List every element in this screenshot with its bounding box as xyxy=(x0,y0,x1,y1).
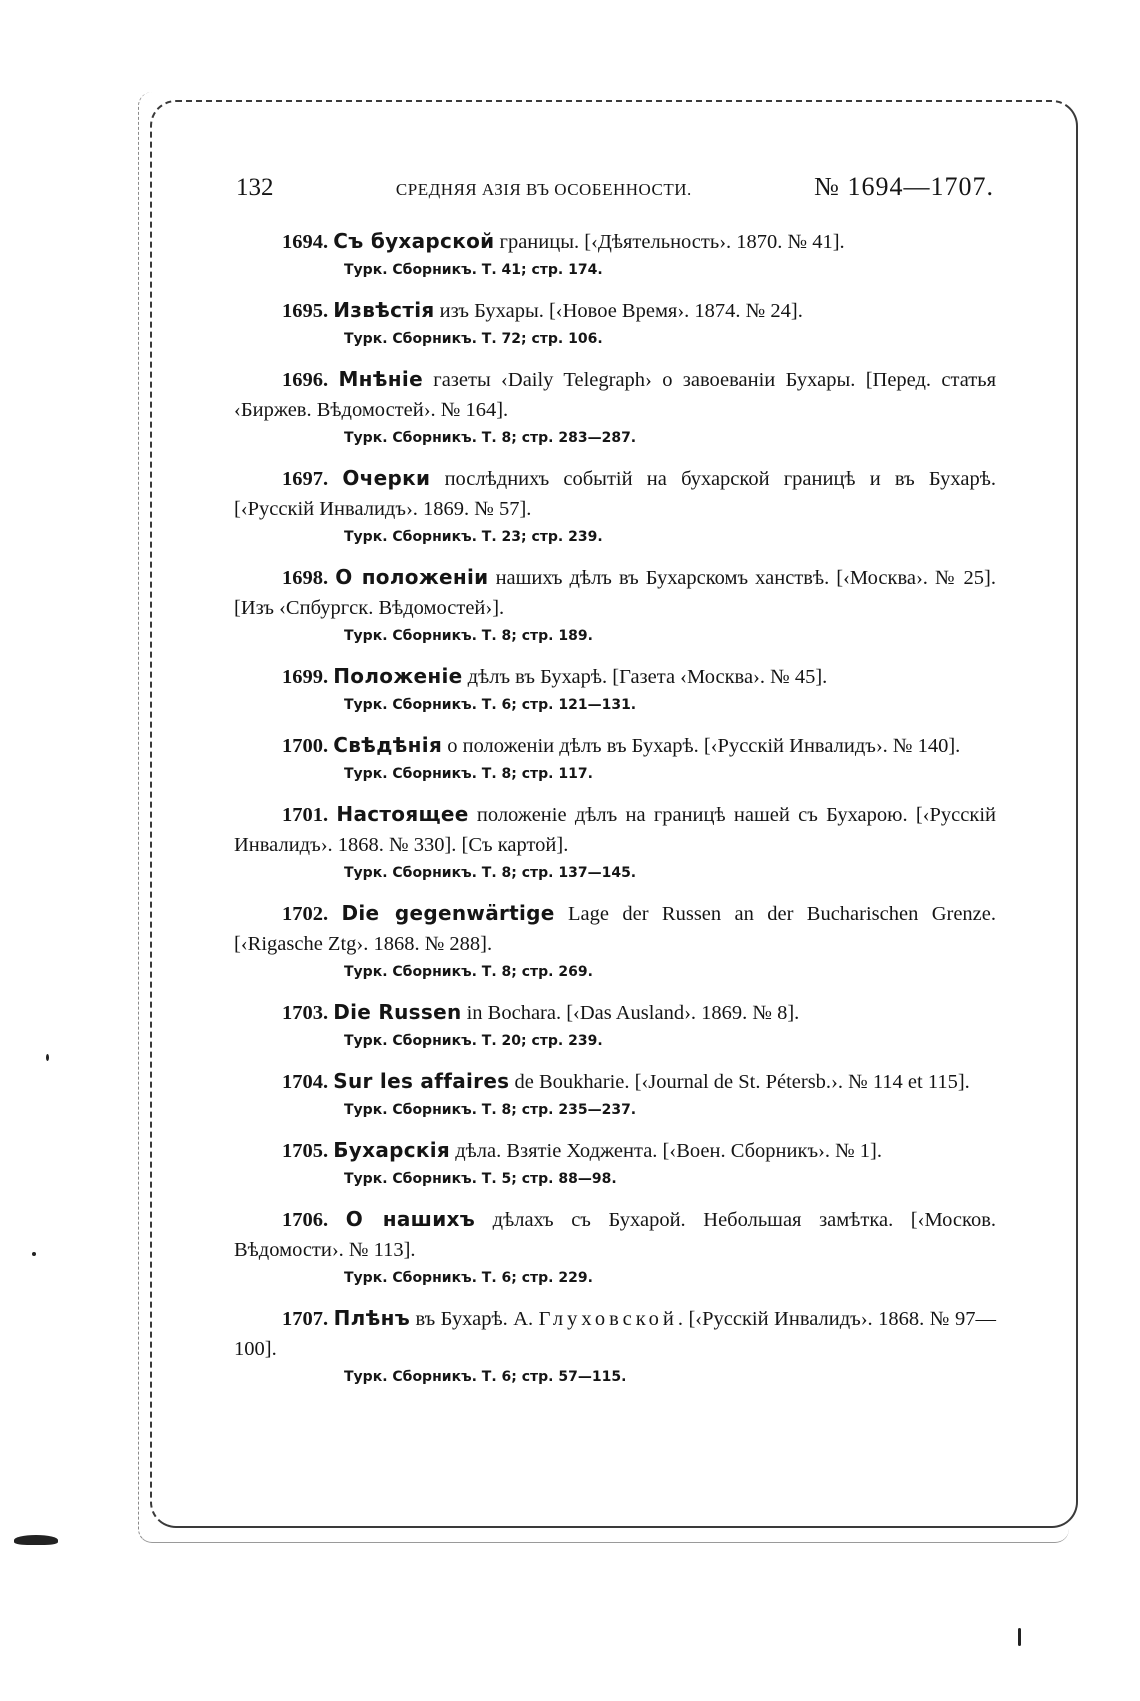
entry-body: нашихъ дѣлъ въ Бухарскомъ ханствѣ. [‹Москва›. № 25]. [Изъ ‹Спбургск. Вѣдомостей›]. xyxy=(234,567,996,619)
entry-source: Турк. Сборникъ. Т. 6; стр. 229. xyxy=(344,1270,593,1286)
entry-text xyxy=(234,730,996,761)
entry-body: дѣла. Взятіе Ходжента. [‹Воен. Сборникъ›. № 1]. xyxy=(450,1140,883,1162)
entry-number: 1705. xyxy=(282,1140,329,1162)
entry-heading: Настоящее xyxy=(336,802,469,826)
entry-text xyxy=(234,997,996,1028)
bibliography-entry xyxy=(234,661,996,716)
entry-heading: Положеніе xyxy=(333,664,463,688)
entry-body: Lage der Russen an der Bucharischen Grenze. [‹Rigasche Ztg›. 1868. № 288]. xyxy=(234,903,997,955)
entry-body: изъ Бухары. [‹Новое Время›. 1874. № 24]. xyxy=(434,300,803,322)
bibliography-entry xyxy=(234,1066,996,1121)
entry-text xyxy=(234,898,996,959)
entry-number: 1702. xyxy=(282,903,329,925)
bibliography-entry xyxy=(234,364,996,449)
bibliography-entry xyxy=(234,799,996,884)
entry-heading: Бухарскія xyxy=(333,1138,451,1162)
entry-number: 1707. xyxy=(282,1308,329,1330)
scan-speck xyxy=(32,1252,36,1256)
entry-text xyxy=(234,226,996,257)
entry-heading: Плѣнъ xyxy=(333,1306,411,1330)
entry-body: . [‹Русскій Инвалидъ›. 1868. № 97—100]. xyxy=(234,1308,997,1360)
entry-heading: Свѣдѣнія xyxy=(333,733,443,757)
bibliography-list xyxy=(234,226,996,1402)
entry-source: Турк. Сборникъ. Т. 6; стр. 121—131. xyxy=(344,697,637,713)
running-title: СРЕДНЯЯ АЗІЯ ВЪ ОСОБЕННОСТИ. xyxy=(395,180,692,199)
bibliography-entry xyxy=(234,730,996,785)
entry-number: 1695. xyxy=(282,300,329,322)
entry-number: 1701. xyxy=(282,804,329,826)
page-header xyxy=(236,172,994,212)
entry-source: Турк. Сборникъ. Т. 8; стр. 117. xyxy=(344,766,593,782)
entry-body: границы. [‹Дѣятельность›. 1870. № 41]. xyxy=(494,231,845,253)
entry-body: послѣднихъ событій на бухарской границѣ и въ Бухарѣ. [‹Русскій Инвалидъ›. 1869. № 57]. xyxy=(234,468,997,520)
entry-text xyxy=(234,1303,996,1364)
entry-source: Турк. Сборникъ. Т. 23; стр. 239. xyxy=(344,529,603,545)
entry-source: Турк. Сборникъ. Т. 8; стр. 283—287. xyxy=(344,430,637,446)
entry-source: Турк. Сборникъ. Т. 8; стр. 269. xyxy=(344,964,593,980)
entry-text xyxy=(234,1204,996,1265)
entry-author: Глуховской xyxy=(538,1308,678,1330)
entry-number: 1706. xyxy=(282,1209,329,1231)
page-number: 132 xyxy=(236,174,274,201)
entry-text xyxy=(234,295,996,326)
entry-text xyxy=(234,661,996,692)
entry-source: Турк. Сборникъ. Т. 5; стр. 88—98. xyxy=(344,1171,617,1187)
scan-speck xyxy=(14,1535,58,1545)
entry-number: 1703. xyxy=(282,1002,329,1024)
bibliography-entry xyxy=(234,295,996,350)
bibliography-entry xyxy=(234,997,996,1052)
entry-source: Турк. Сборникъ. Т. 41; стр. 174. xyxy=(344,262,603,278)
entry-body: de Boukharie. [‹Journal de St. Pétersb.›. № 114 et 115]. xyxy=(509,1071,970,1093)
entry-text xyxy=(234,799,996,860)
entry-text xyxy=(234,1066,996,1097)
entry-source: Турк. Сборникъ. Т. 8; стр. 189. xyxy=(344,628,593,644)
entry-text xyxy=(234,364,996,425)
scan-speck xyxy=(46,1054,49,1061)
entry-heading: Die gegenwärtige xyxy=(341,901,555,925)
scan-speck xyxy=(1018,1628,1021,1646)
entry-number: 1696. xyxy=(282,369,329,391)
entry-range: № 1694—1707. xyxy=(814,172,994,201)
entry-source: Турк. Сборникъ. Т. 8; стр. 235—237. xyxy=(344,1102,637,1118)
entry-text xyxy=(234,463,996,524)
entry-body: въ Бухарѣ. А. xyxy=(410,1308,539,1330)
entry-source: Турк. Сборникъ. Т. 20; стр. 239. xyxy=(344,1033,603,1049)
entry-heading: Очерки xyxy=(342,466,431,490)
entry-body: дѣлахъ съ Бухарой. Небольшая замѣтка. [‹Москов. Вѣдомости›. № 113]. xyxy=(234,1209,996,1261)
entry-body: in Bochara. [‹Das Ausland›. 1869. № 8]. xyxy=(461,1002,800,1024)
entry-number: 1700. xyxy=(282,735,329,757)
bibliography-entry xyxy=(234,226,996,281)
entry-body: газеты ‹Daily Telegraph› о завоеваніи Бухары. [Перед. статья ‹Биржев. Вѣдомостей›. № 164]. xyxy=(234,369,997,421)
entry-heading: Die Russen xyxy=(333,1000,462,1024)
entry-number: 1694. xyxy=(282,231,329,253)
bibliography-entry xyxy=(234,463,996,548)
bibliography-entry xyxy=(234,1135,996,1190)
entry-body: дѣлъ въ Бухарѣ. [Газета ‹Москва›. № 45]. xyxy=(462,666,828,688)
entry-text xyxy=(234,1135,996,1166)
entry-body: о положеніи дѣлъ въ Бухарѣ. [‹Русскій Инвалидъ›. № 140]. xyxy=(442,735,961,757)
bibliography-entry xyxy=(234,1204,996,1289)
entry-heading: О нашихъ xyxy=(345,1207,476,1231)
entry-heading: Извѣстія xyxy=(333,298,435,322)
bibliography-entry xyxy=(234,1303,996,1388)
entry-number: 1697. xyxy=(282,468,329,490)
entry-number: 1704. xyxy=(282,1071,329,1093)
entry-heading: Съ бухарской xyxy=(333,229,495,253)
entry-number: 1699. xyxy=(282,666,329,688)
bibliography-entry xyxy=(234,898,996,983)
entry-source: Турк. Сборникъ. Т. 72; стр. 106. xyxy=(344,331,603,347)
entry-source: Турк. Сборникъ. Т. 8; стр. 137—145. xyxy=(344,865,637,881)
entry-body: положеніе дѣлъ на границѣ нашей съ Бухарою. [‹Русскій Инвалидъ›. 1868. № 330]. [Съ картой]. xyxy=(234,804,996,856)
entry-heading: Мнѣніе xyxy=(338,367,423,391)
bibliography-entry xyxy=(234,562,996,647)
entry-source: Турк. Сборникъ. Т. 6; стр. 57—115. xyxy=(344,1369,627,1385)
entry-number: 1698. xyxy=(282,567,329,589)
entry-text xyxy=(234,562,996,623)
entry-heading: О положеніи xyxy=(335,565,489,589)
entry-heading: Sur les affaires xyxy=(333,1069,510,1093)
